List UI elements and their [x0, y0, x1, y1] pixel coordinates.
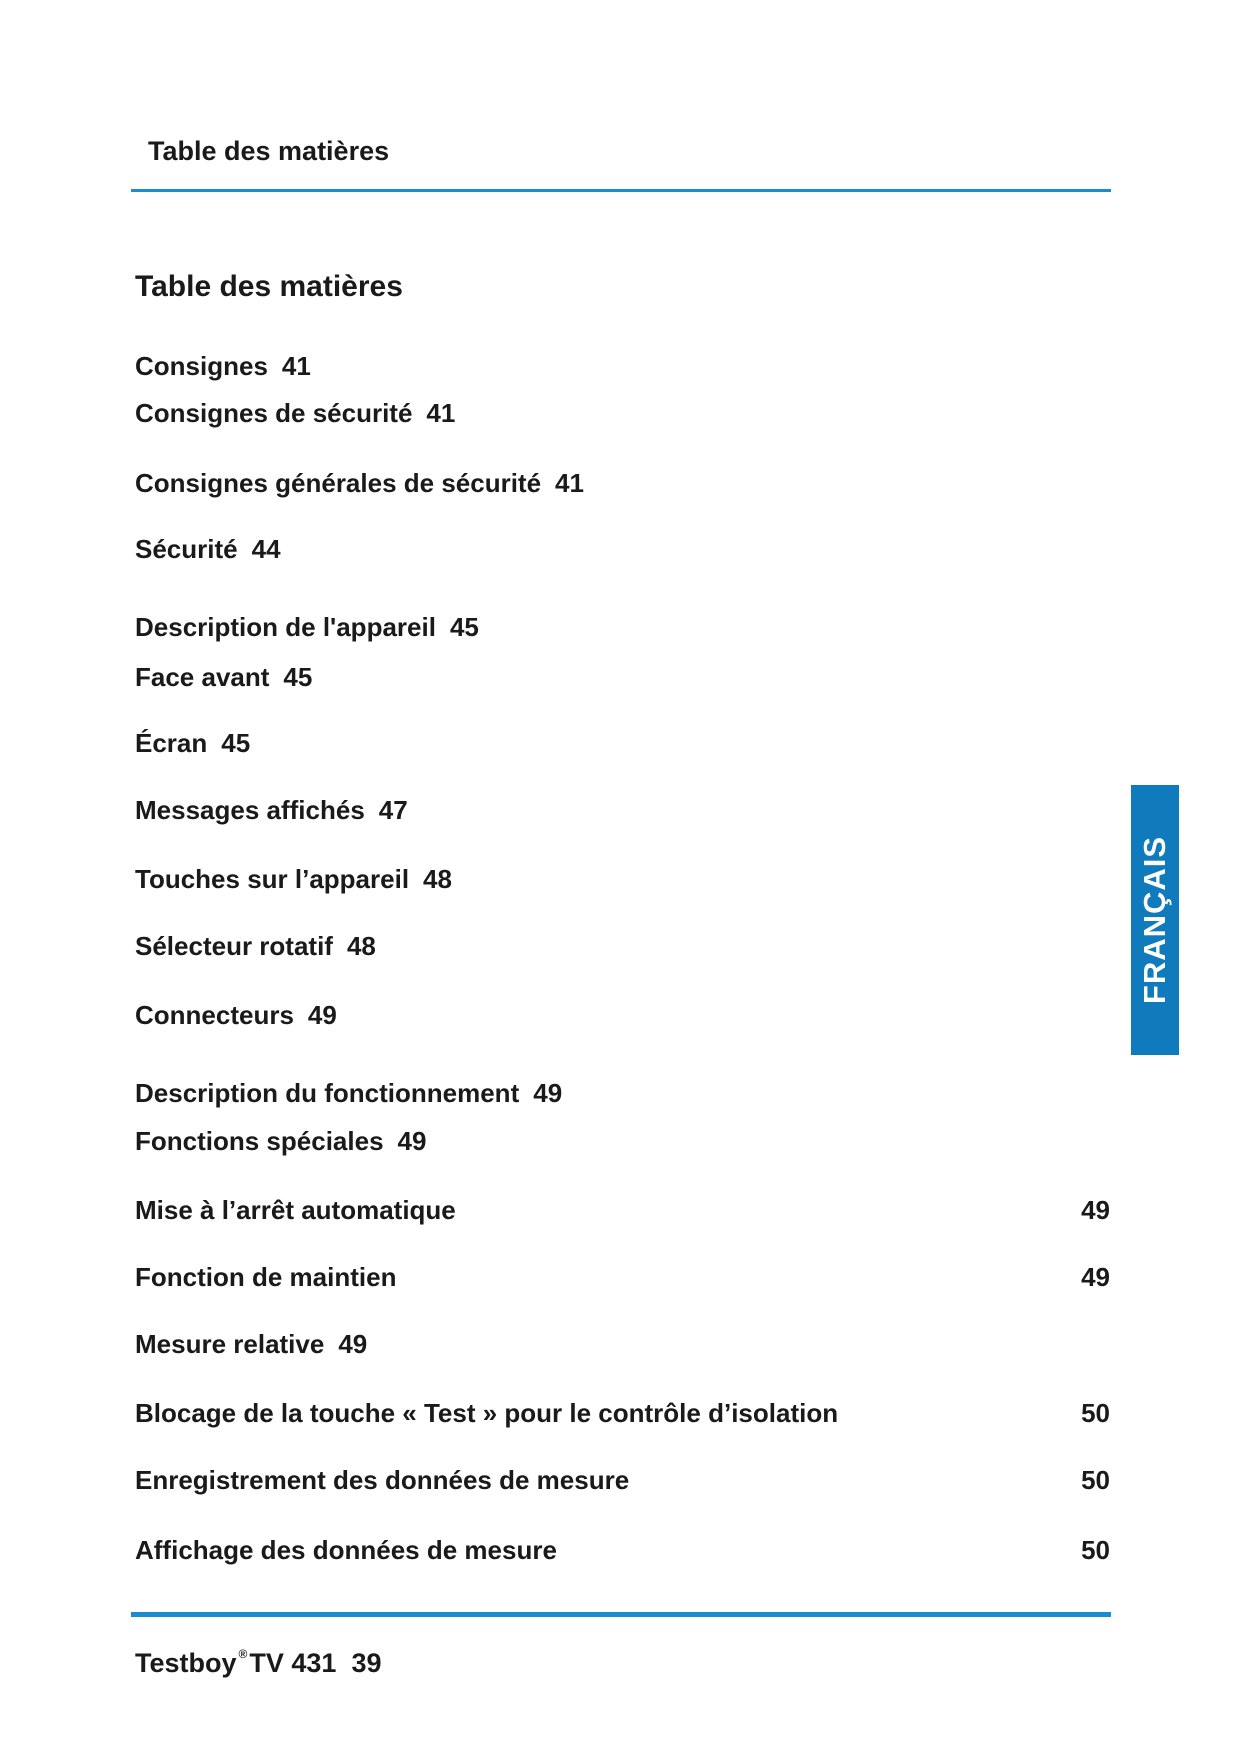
toc-entry-page: 49 [1081, 1262, 1110, 1292]
toc-entry-label: Consignes [135, 351, 268, 381]
footer-divider [131, 1612, 1111, 1617]
toc-entry-label: Fonctions spéciales [135, 1126, 384, 1156]
toc-entry-page: 45 [221, 728, 251, 758]
toc-entry-label: Écran [135, 728, 208, 758]
toc-entry-page: 45 [283, 662, 313, 692]
toc-entry-fonctions-speciales[interactable] [135, 1124, 1110, 1158]
toc-entry-page: 49 [1081, 1195, 1110, 1225]
toc-entry-consignes-securite[interactable] [135, 396, 1110, 430]
toc-entry-mesure-relative[interactable] [135, 1327, 1110, 1361]
toc-entry-description-fonctionnement[interactable] [135, 1076, 1110, 1110]
toc-entry-enregistrement-donnees[interactable] [135, 1463, 1110, 1497]
toc-entry-selecteur-rotatif[interactable] [135, 929, 1110, 963]
toc-entry-label: Sécurité [135, 534, 238, 564]
footer-brand: Testboy [135, 1648, 237, 1678]
toc-entry-label: Connecteurs [135, 1000, 294, 1030]
toc-entry-page: 45 [449, 612, 479, 642]
toc-entry-connecteurs[interactable] [135, 998, 1110, 1032]
toc-entry-consignes[interactable] [135, 349, 1110, 383]
toc-entry-ecran[interactable] [135, 726, 1110, 760]
toc-entry-page: 49 [307, 1000, 337, 1030]
toc-entry-securite[interactable] [135, 532, 1110, 566]
toc-entry-page: 48 [346, 931, 376, 961]
toc-entry-page: 50 [1081, 1535, 1110, 1565]
toc-entry-page: 44 [251, 534, 281, 564]
language-tab-label: FRANÇAIS [1137, 835, 1172, 1005]
toc-heading: Table des matières [135, 270, 403, 303]
toc-entry-description-appareil[interactable] [135, 610, 1110, 644]
toc-entry-page: 50 [1081, 1398, 1110, 1428]
toc-entry-messages-affiches[interactable] [135, 793, 1110, 827]
toc-entry-blocage-touche-test[interactable] [135, 1396, 1110, 1430]
toc-entry-label: Affichage des données de mesure [135, 1535, 557, 1565]
toc-entry-consignes-generales[interactable] [135, 466, 1110, 500]
toc-entry-label: Messages affichés [135, 795, 365, 825]
toc-entry-label: Mesure relative [135, 1329, 325, 1359]
footer-page-number: 39 [351, 1648, 382, 1678]
header-divider [131, 189, 1111, 192]
toc-entry-label: Consignes générales de sécurité [135, 468, 542, 498]
toc-entry-page: 49 [397, 1126, 427, 1156]
registered-trademark-mark: ® [238, 1647, 248, 1661]
toc-entry-label: Blocage de la touche « Test » pour le contrôle d’isolation [135, 1398, 839, 1428]
toc-entry-touches[interactable] [135, 862, 1110, 896]
toc-entry-label: Description de l'appareil [135, 612, 436, 642]
toc-entry-label: Sélecteur rotatif [135, 931, 333, 961]
toc-entry-page: 49 [338, 1329, 368, 1359]
page-footer [135, 1636, 381, 1681]
toc-entry-mise-arret-automatique[interactable] [135, 1193, 1110, 1227]
language-tab [1131, 785, 1179, 1055]
toc-entry-page: 48 [423, 864, 452, 894]
toc-entry-page: 41 [426, 398, 456, 428]
toc-entry-page: 47 [378, 795, 408, 825]
toc-entry-page: 49 [533, 1078, 563, 1108]
toc-entry-page: 50 [1081, 1465, 1110, 1495]
toc-entry-page: 41 [281, 351, 311, 381]
toc-entry-label: Description du fonctionnement [135, 1078, 520, 1108]
toc-entry-affichage-donnees[interactable] [135, 1533, 1110, 1567]
toc-entry-page: 41 [555, 468, 584, 498]
toc-entry-fonction-maintien[interactable] [135, 1260, 1110, 1294]
toc-entry-label: Enregistrement des données de mesure [135, 1465, 630, 1495]
toc-entry-label: Fonction de maintien [135, 1262, 397, 1292]
running-header-title: Table des matières [148, 136, 390, 166]
toc-entry-label: Touches sur l’appareil [135, 864, 410, 894]
toc-entry-label: Face avant [135, 662, 270, 692]
toc-entry-face-avant[interactable] [135, 660, 1110, 694]
toc-entry-label: Consignes de sécurité [135, 398, 413, 428]
footer-model: TV 431 [249, 1648, 337, 1678]
toc-entry-label: Mise à l’arrêt automatique [135, 1195, 456, 1225]
